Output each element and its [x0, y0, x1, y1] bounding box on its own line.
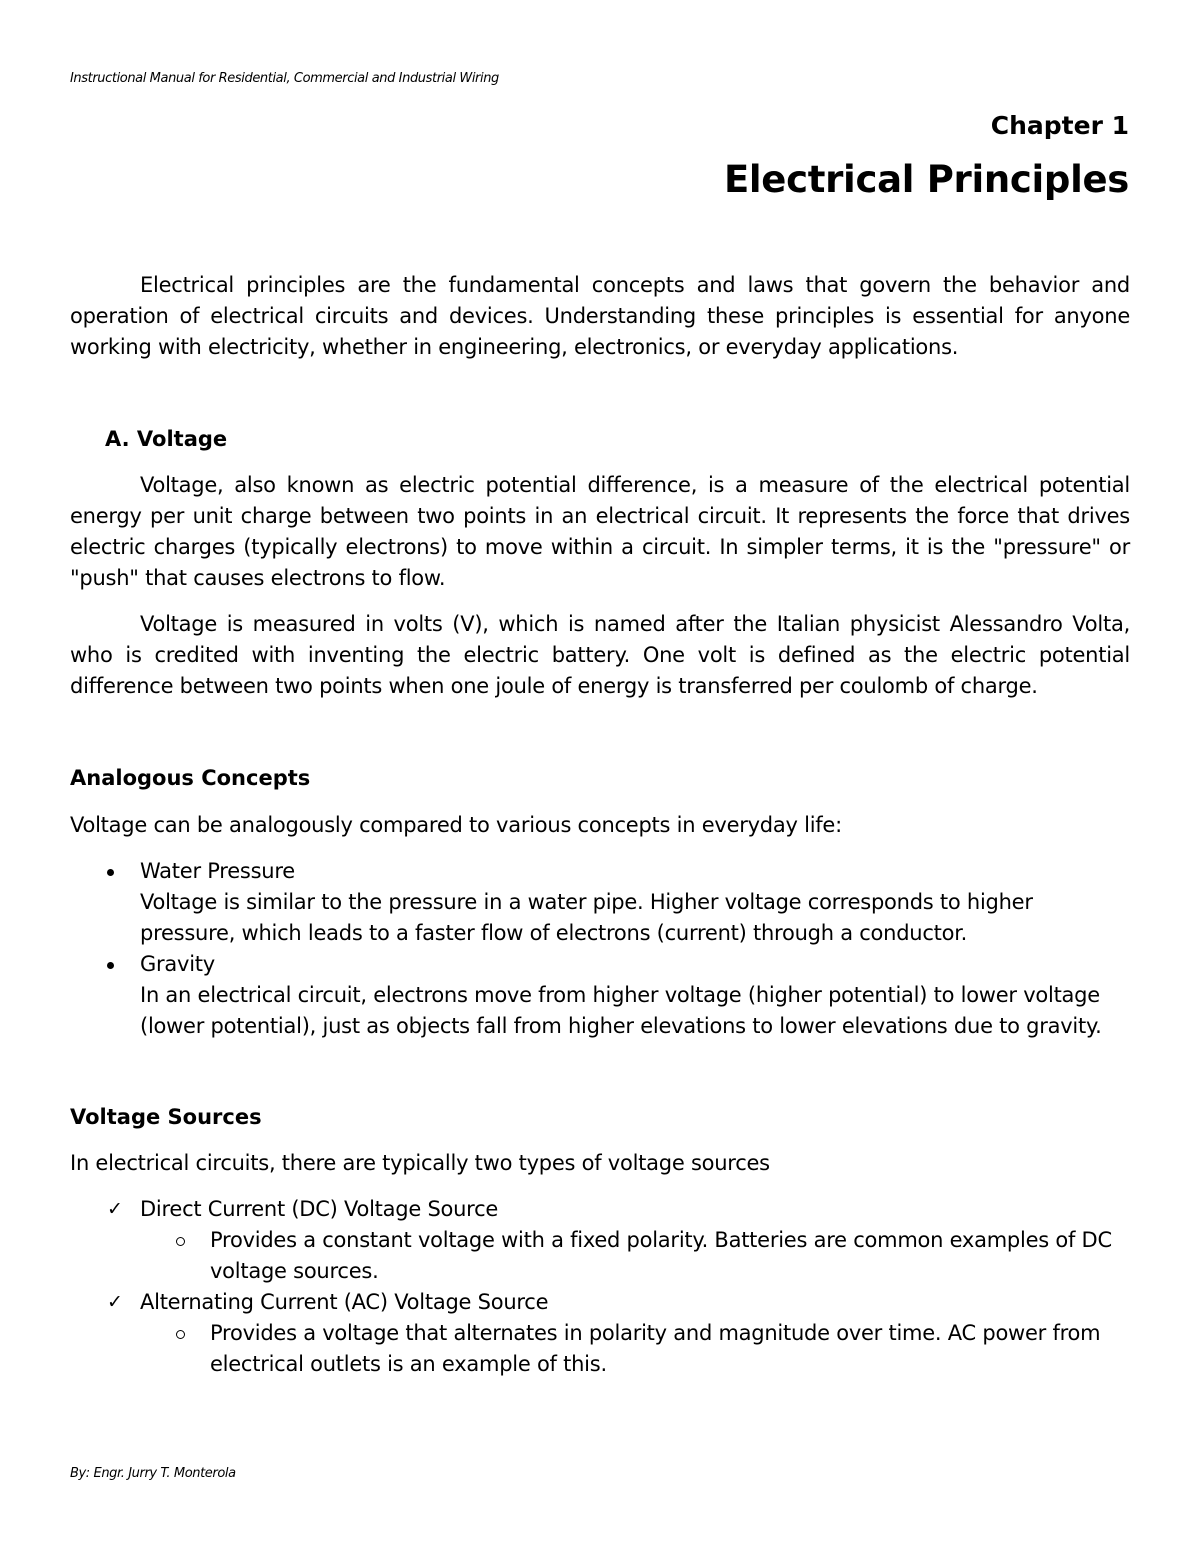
list-item — [210, 1318, 1130, 1380]
analogous-heading: Analogous Concepts — [70, 766, 311, 790]
intro-paragraph: Electrical principles are the fundamental concepts and laws that govern the behavior and operation of electrical circuits and devices. Understanding these principles is essential for anyone working with electricity, whether in engineering, electronics, or everyday applications. — [70, 273, 1130, 359]
running-footer: By: Engr. Jurry T. Monterola — [70, 1466, 236, 1481]
sub-list — [210, 1225, 1130, 1287]
list-item — [140, 949, 1130, 1042]
bullet-icon — [107, 962, 114, 969]
list-item-text: In an electrical circuit, electrons move from higher voltage (higher potential) to lower voltage (lower potential), just as objects fall from higher elevations to lower elevations due to gravity. — [140, 983, 1102, 1038]
list-item-title: Direct Current (DC) Voltage Source — [140, 1197, 499, 1221]
list-item-title: Water Pressure — [140, 859, 295, 883]
voltage-sources-intro: In electrical circuits, there are typically two types of voltage sources — [70, 1151, 770, 1175]
checkmark-icon: ✓ — [107, 1198, 123, 1220]
list-item-text: Voltage is similar to the pressure in a water pipe. Higher voltage corresponds to higher pressure, which leads to a faster flow of electrons (current) through a conductor. — [140, 890, 1033, 945]
voltage-paragraph-1: Voltage, also known as electric potential difference, is a measure of the electrical potential energy per unit charge between two points in an electrical circuit. It represents the force that drives electric charges (typically electrons) to move within a circuit. In simpler terms, it is the "pressure" or "push" that causes electrons to flow. — [70, 473, 1130, 590]
list-item-title: Gravity — [140, 952, 215, 976]
list-item — [107, 1194, 1130, 1287]
list-item — [107, 1287, 1130, 1380]
section-a-heading: A. Voltage — [105, 427, 228, 451]
running-header: Instructional Manual for Residential, Commercial and Industrial Wiring — [70, 71, 499, 86]
circle-bullet-icon — [176, 1330, 185, 1339]
list-item-title: Alternating Current (AC) Voltage Source — [140, 1290, 549, 1314]
list-item — [210, 1225, 1130, 1287]
circle-bullet-icon — [176, 1237, 185, 1246]
chapter-title: Electrical Principles — [723, 158, 1129, 201]
checkmark-icon: ✓ — [107, 1291, 123, 1313]
list-item — [140, 856, 1130, 949]
analogous-list — [140, 856, 1130, 1042]
bullet-icon — [107, 869, 114, 876]
analogous-intro: Voltage can be analogously compared to various concepts in everyday life: — [70, 813, 842, 837]
list-item-text: Provides a constant voltage with a fixed polarity. Batteries are common examples of DC voltage sources. — [210, 1228, 1112, 1283]
voltage-sources-list — [107, 1194, 1130, 1380]
voltage-paragraph-2: Voltage is measured in volts (V), which is named after the Italian physicist Alessandro Volta, who is credited with inventing the electric battery. One volt is defined as the electric potential difference between two points when one joule of energy is transferred per coulomb of charge. — [70, 612, 1130, 698]
voltage-sources-heading: Voltage Sources — [70, 1105, 262, 1129]
list-item-text: Provides a voltage that alternates in polarity and magnitude over time. AC power from electrical outlets is an example of this. — [210, 1321, 1101, 1376]
sub-list — [210, 1318, 1130, 1380]
chapter-label: Chapter 1 — [990, 111, 1129, 140]
